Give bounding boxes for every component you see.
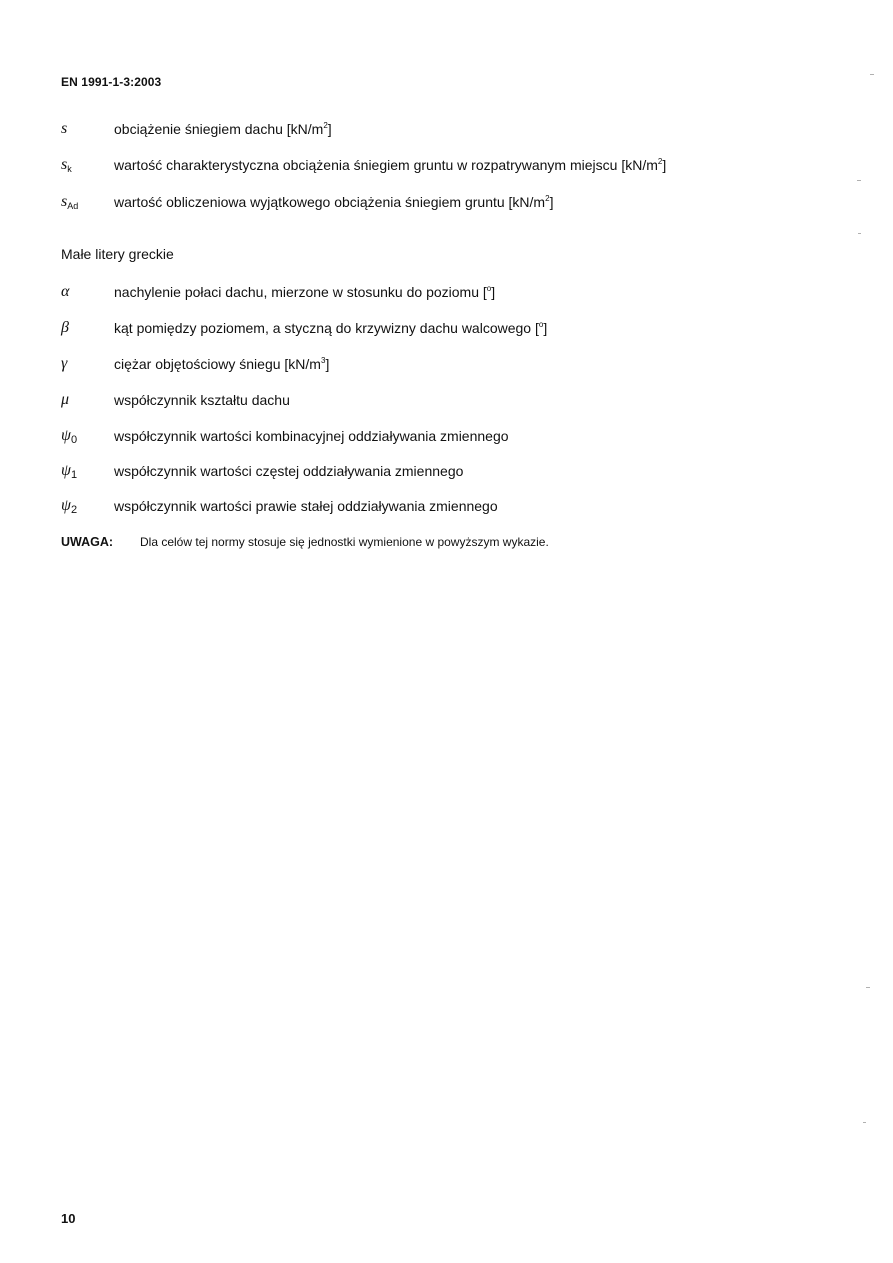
symbol: $s_{Ad}$ [61, 193, 79, 211]
symbol-description: ciężar objętościowy śniegu $[kN/m^3]$ [114, 356, 330, 372]
scan-speck [866, 987, 870, 988]
symbol-description: nachylenie połaci dachu, mierzone w stosunku do poziomu [$^o$] [114, 284, 496, 300]
note [61, 535, 549, 549]
symbol: ψ0 [61, 427, 78, 446]
symbol: γ [61, 355, 68, 372]
symbol-description: wartość charakterystyczna obciążenia śniegiem gruntu w rozpatrywanym miejscu $[kN/m^2]$ [114, 157, 667, 173]
greek-letters-heading: Małe litery greckie [61, 246, 174, 262]
symbol-description: współczynnik wartości kombinacyjnej oddziaływania zmiennego [114, 428, 509, 444]
note-label: UWAGA: [61, 535, 114, 549]
scan-speck [870, 74, 874, 75]
symbol: ψ2 [61, 497, 78, 516]
page-number: 10 [61, 1211, 76, 1226]
symbol-description: wartość obliczeniowa wyjątkowego obciążenia śniegiem gruntu $[kN/m^2]$ [114, 194, 554, 210]
symbol: $s_k$ [61, 156, 72, 174]
symbol: ψ1 [61, 462, 78, 481]
symbol: s [61, 120, 68, 137]
scan-speck [863, 1122, 866, 1123]
symbol-description: współczynnik kształtu dachu [114, 392, 290, 408]
symbol-description: obciążenie śniegiem dachu $[kN/m^2]$ [114, 121, 332, 137]
symbol-description: kąt pomiędzy poziomem, a styczną do krzywizny dachu walcowego [$^o$] [114, 320, 548, 336]
scan-speck [857, 180, 861, 181]
symbol: α [61, 283, 70, 300]
symbol: μ [61, 391, 70, 408]
scan-speck [858, 233, 861, 234]
symbol: β [61, 319, 69, 336]
symbol-description: współczynnik wartości częstej oddziaływania zmiennego [114, 463, 464, 479]
document-id: EN 1991-1-3:2003 [61, 75, 162, 89]
symbol-description: współczynnik wartości prawie stałej oddziaływania zmiennego [114, 498, 498, 514]
note-text: Dla celów tej normy stosuje się jednostki wymienione w powyższym wykazie. [140, 535, 549, 549]
